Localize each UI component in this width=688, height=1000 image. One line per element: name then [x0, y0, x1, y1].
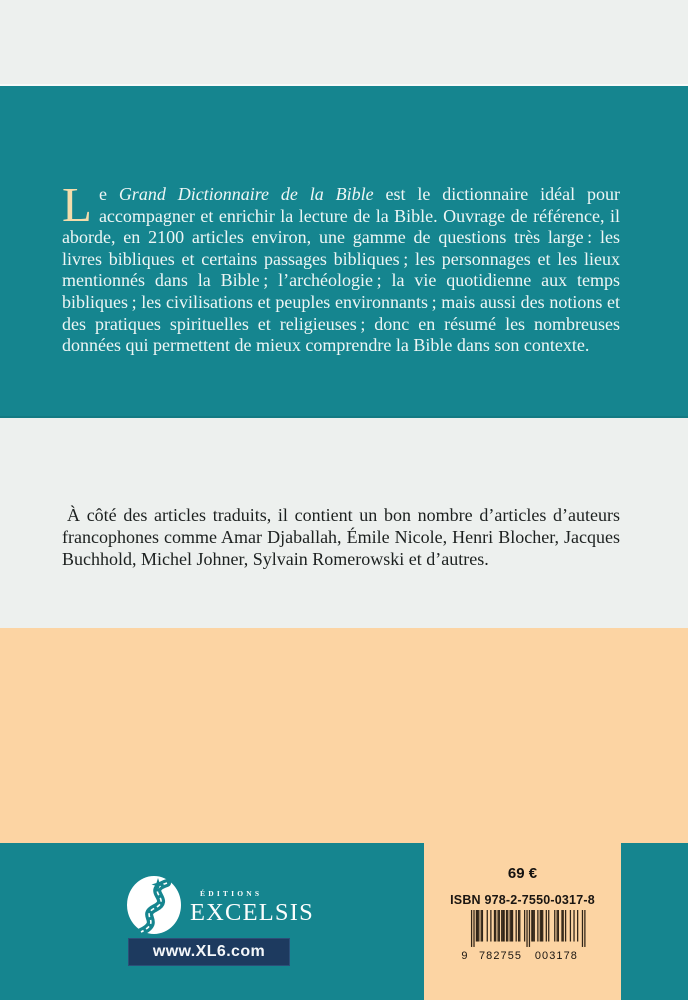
editions-label: ÉDITIONS	[200, 889, 263, 898]
top-margin-band	[0, 0, 688, 86]
website-button	[128, 938, 290, 966]
peach-band	[0, 628, 688, 843]
svg-text:782755: 782755	[478, 949, 523, 960]
synopsis-body: est le dictionnaire idéal pour accompagner et enrichir la lecture de la Bible. Ouvrage de référence, il aborde, en 2100 articles environ, une gamme de questions très large : les livres bibliques et certains passages bibliques ; les personnages et les lieux mentionnés dans la Bible ; l’archéologie ; la vie quotidienne aux temps bibliques ; les civilisations et peuples environnants ; mais aussi des notions et des pratiques spirituelles et religieuses ; donc en résumé les nombreuses données qui permettent de mieux comprendre la Bible dans son contexte.	[62, 184, 620, 356]
synopsis-band	[0, 86, 688, 418]
website-url: www.XL6.com	[152, 943, 266, 960]
publisher-name: EXCELSIS	[190, 899, 314, 926]
authors-band	[0, 418, 688, 628]
book-title-italic: Grand Dictionnaire de la Bible	[118, 184, 374, 204]
drop-cap-letter: L	[62, 177, 92, 232]
svg-text:003178: 003178	[534, 949, 578, 960]
synopsis-paragraph	[62, 177, 620, 357]
synopsis-lead: e	[98, 184, 119, 204]
isbn-label: ISBN 978-2-7550-0317-8	[450, 893, 595, 907]
svg-text:9: 9	[461, 949, 468, 960]
price-label: 69 €	[507, 865, 538, 882]
excelsis-road-star-logo-icon	[127, 876, 181, 934]
barcode-panel	[424, 843, 621, 1000]
ean13-barcode	[460, 910, 586, 960]
authors-paragraph: À côté des articles traduits, il contient un bon nombre d’articles d’auteurs francophones comme Amar Djaballah, Émile Nicole, Henri Blocher, Jacques Buchhold, Michel Johner, Sylvain Romerowski et d’autres.	[62, 505, 620, 569]
